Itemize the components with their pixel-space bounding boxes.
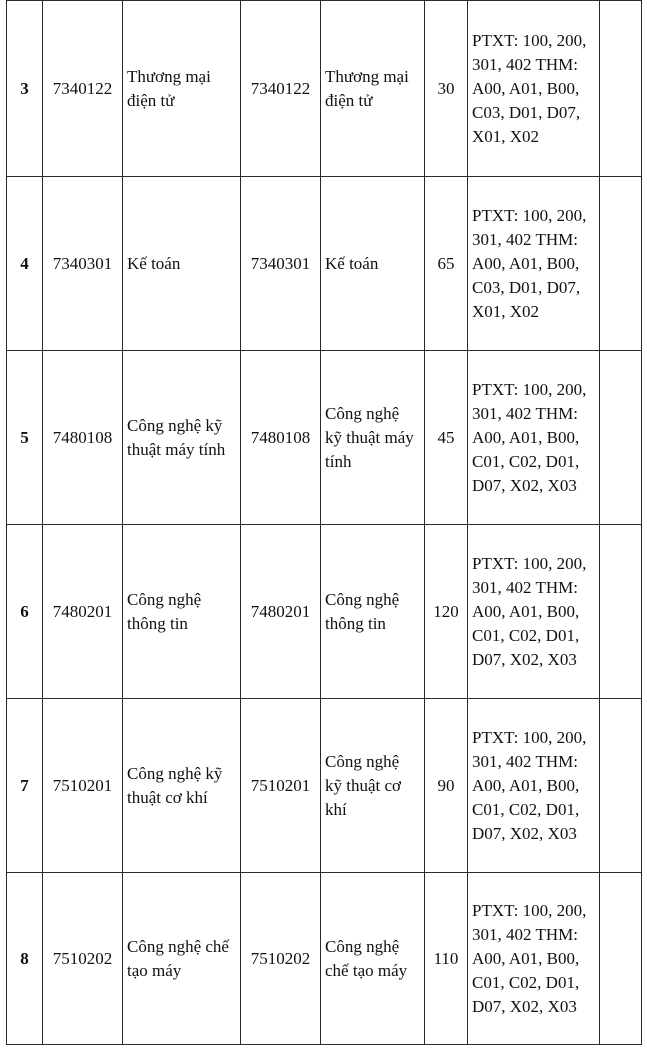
training-code: 7480108 [241, 351, 321, 525]
major-code: 7510201 [43, 699, 123, 873]
note-cell [600, 1, 642, 177]
table-row [7, 1, 642, 177]
training-code: 7480201 [241, 525, 321, 699]
admission-methods: PTXT: 100, 200, 301, 402 THM: A00, A01, B00, C03, D01, D07, X01, X02 [468, 177, 600, 351]
major-code: 7480108 [43, 351, 123, 525]
major-code: 7340122 [43, 1, 123, 177]
training-name: Kế toán [321, 177, 425, 351]
major-code: 7340301 [43, 177, 123, 351]
major-name: Thương mại điện tử [123, 1, 241, 177]
row-number: 3 [7, 1, 43, 177]
row-number: 4 [7, 177, 43, 351]
quota: 45 [425, 351, 468, 525]
training-name: Công nghệ kỹ thuật máy tính [321, 351, 425, 525]
training-name: Công nghệ thông tin [321, 525, 425, 699]
note-cell [600, 177, 642, 351]
quota: 30 [425, 1, 468, 177]
admission-methods: PTXT: 100, 200, 301, 402 THM: A00, A01, B00, C03, D01, D07, X01, X02 [468, 1, 600, 177]
note-cell [600, 525, 642, 699]
admission-methods: PTXT: 100, 200, 301, 402 THM: A00, A01, B00, C01, C02, D01, D07, X02, X03 [468, 351, 600, 525]
admission-methods: PTXT: 100, 200, 301, 402 THM: A00, A01, B00, C01, C02, D01, D07, X02, X03 [468, 873, 600, 1045]
training-code: 7510201 [241, 699, 321, 873]
row-number: 5 [7, 351, 43, 525]
major-name: Công nghệ chế tạo máy [123, 873, 241, 1045]
training-code: 7510202 [241, 873, 321, 1045]
row-number: 6 [7, 525, 43, 699]
table-row [7, 873, 642, 1045]
table-row [7, 525, 642, 699]
quota: 65 [425, 177, 468, 351]
note-cell [600, 873, 642, 1045]
table-row [7, 351, 642, 525]
admission-methods: PTXT: 100, 200, 301, 402 THM: A00, A01, B00, C01, C02, D01, D07, X02, X03 [468, 699, 600, 873]
training-name: Thương mại điện tử [321, 1, 425, 177]
major-name: Công nghệ thông tin [123, 525, 241, 699]
training-code: 7340122 [241, 1, 321, 177]
quota: 90 [425, 699, 468, 873]
training-name: Công nghệ kỹ thuật cơ khí [321, 699, 425, 873]
table-row [7, 699, 642, 873]
major-name: Công nghệ kỹ thuật máy tính [123, 351, 241, 525]
admission-methods: PTXT: 100, 200, 301, 402 THM: A00, A01, B00, C01, C02, D01, D07, X02, X03 [468, 525, 600, 699]
major-name: Công nghệ kỹ thuật cơ khí [123, 699, 241, 873]
quota: 120 [425, 525, 468, 699]
major-code: 7510202 [43, 873, 123, 1045]
row-number: 7 [7, 699, 43, 873]
training-code: 7340301 [241, 177, 321, 351]
admissions-table [6, 0, 642, 1045]
note-cell [600, 699, 642, 873]
training-name: Công nghệ chế tạo máy [321, 873, 425, 1045]
note-cell [600, 351, 642, 525]
major-name: Kế toán [123, 177, 241, 351]
major-code: 7480201 [43, 525, 123, 699]
quota: 110 [425, 873, 468, 1045]
row-number: 8 [7, 873, 43, 1045]
table-row [7, 177, 642, 351]
